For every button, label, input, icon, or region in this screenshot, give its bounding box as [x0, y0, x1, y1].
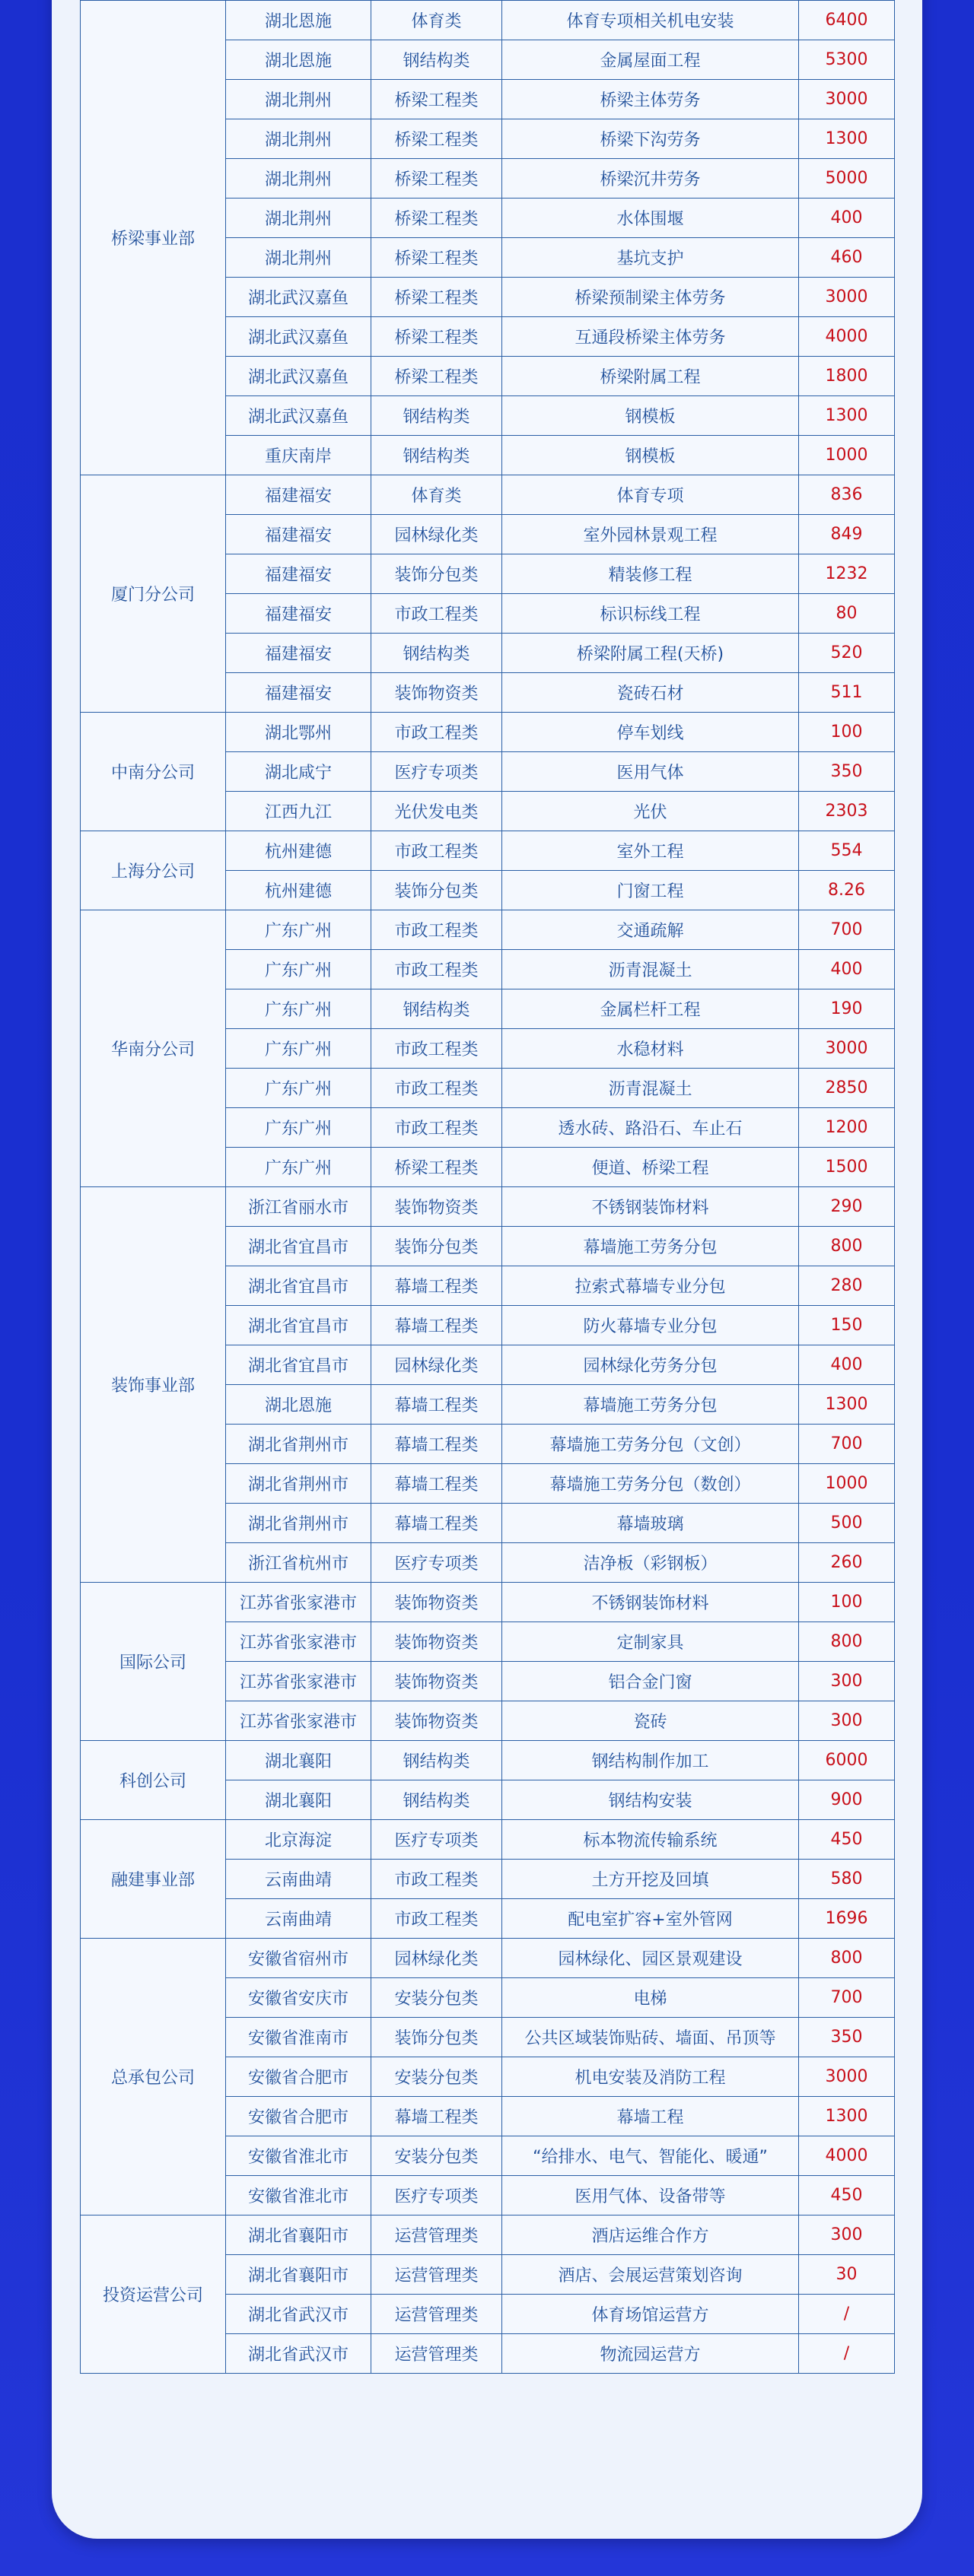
project-cell: 桥梁附属工程 [502, 357, 799, 396]
category-cell: 市政工程类 [371, 1029, 502, 1069]
table-row [81, 1820, 895, 1860]
category-cell: 钢结构类 [371, 40, 502, 80]
category-cell: 装饰物资类 [371, 1187, 502, 1227]
category-cell: 钢结构类 [371, 436, 502, 475]
project-cell: 钢结构制作加工 [502, 1741, 799, 1780]
location-cell: 广东广州 [226, 1029, 371, 1069]
location-cell: 湖北武汉嘉鱼 [226, 396, 371, 436]
amount-cell: 300 [799, 2215, 895, 2255]
category-cell: 装饰分包类 [371, 871, 502, 910]
amount-cell: 100 [799, 713, 895, 752]
category-cell: 市政工程类 [371, 950, 502, 989]
category-cell: 园林绿化类 [371, 1939, 502, 1978]
category-cell: 医疗专项类 [371, 2176, 502, 2215]
department-cell: 总承包公司 [81, 1939, 226, 2215]
amount-cell: 700 [799, 1978, 895, 2018]
amount-cell: 4000 [799, 317, 895, 357]
project-cell: 幕墙工程 [502, 2097, 799, 2136]
amount-cell: 450 [799, 1820, 895, 1860]
location-cell: 湖北荆州 [226, 159, 371, 199]
project-cell: 门窗工程 [502, 871, 799, 910]
project-cell: 园林绿化、园区景观建设 [502, 1939, 799, 1978]
category-cell: 幕墙工程类 [371, 1385, 502, 1425]
category-cell: 桥梁工程类 [371, 278, 502, 317]
location-cell: 湖北恩施 [226, 1385, 371, 1425]
location-cell: 湖北武汉嘉鱼 [226, 317, 371, 357]
location-cell: 湖北咸宁 [226, 752, 371, 792]
amount-cell: 2303 [799, 792, 895, 831]
project-cell: 瓷砖石材 [502, 673, 799, 713]
category-cell: 安装分包类 [371, 1978, 502, 2018]
location-cell: 湖北省宜昌市 [226, 1345, 371, 1385]
category-cell: 医疗专项类 [371, 1543, 502, 1583]
location-cell: 杭州建德 [226, 871, 371, 910]
category-cell: 运营管理类 [371, 2215, 502, 2255]
amount-cell: 1000 [799, 436, 895, 475]
category-cell: 桥梁工程类 [371, 1148, 502, 1187]
amount-cell: 8.26 [799, 871, 895, 910]
category-cell: 装饰物资类 [371, 1583, 502, 1622]
amount-cell: 1300 [799, 2097, 895, 2136]
location-cell: 福建福安 [226, 554, 371, 594]
location-cell: 湖北省荆州市 [226, 1425, 371, 1464]
project-cell: 幕墙施工劳务分包（文创） [502, 1425, 799, 1464]
project-cell: 便道、桥梁工程 [502, 1148, 799, 1187]
location-cell: 福建福安 [226, 673, 371, 713]
location-cell: 湖北省宜昌市 [226, 1306, 371, 1345]
location-cell: 江苏省张家港市 [226, 1583, 371, 1622]
location-cell: 湖北省宜昌市 [226, 1227, 371, 1266]
project-cell: 室外工程 [502, 831, 799, 871]
location-cell: 湖北荆州 [226, 199, 371, 238]
location-cell: 湖北荆州 [226, 80, 371, 119]
amount-cell: 1300 [799, 1385, 895, 1425]
amount-cell: 100 [799, 1583, 895, 1622]
category-cell: 装饰分包类 [371, 2018, 502, 2057]
category-cell: 幕墙工程类 [371, 1306, 502, 1345]
amount-cell: 1500 [799, 1148, 895, 1187]
project-cell: 标本物流传输系统 [502, 1820, 799, 1860]
location-cell: 安徽省宿州市 [226, 1939, 371, 1978]
category-cell: 园林绿化类 [371, 1345, 502, 1385]
location-cell: 安徽省淮北市 [226, 2136, 371, 2176]
amount-cell: 400 [799, 199, 895, 238]
category-cell: 桥梁工程类 [371, 357, 502, 396]
location-cell: 安徽省安庆市 [226, 1978, 371, 2018]
amount-cell: 1300 [799, 396, 895, 436]
amount-cell: 3000 [799, 1029, 895, 1069]
project-cell: 瓷砖 [502, 1701, 799, 1741]
category-cell: 桥梁工程类 [371, 159, 502, 199]
table-row [81, 1, 895, 40]
category-cell: 安装分包类 [371, 2057, 502, 2097]
department-cell: 上海分公司 [81, 831, 226, 910]
category-cell: 装饰物资类 [371, 1701, 502, 1741]
amount-cell: 350 [799, 752, 895, 792]
project-cell: 体育专项 [502, 475, 799, 515]
location-cell: 福建福安 [226, 475, 371, 515]
location-cell: 安徽省合肥市 [226, 2057, 371, 2097]
location-cell: 湖北武汉嘉鱼 [226, 278, 371, 317]
table-row [81, 1939, 895, 1978]
category-cell: 桥梁工程类 [371, 317, 502, 357]
location-cell: 福建福安 [226, 594, 371, 634]
category-cell: 运营管理类 [371, 2334, 502, 2374]
amount-cell: 30 [799, 2255, 895, 2295]
amount-cell: 3000 [799, 278, 895, 317]
amount-cell: 6400 [799, 1, 895, 40]
amount-cell: 150 [799, 1306, 895, 1345]
project-cell: 不锈钢装饰材料 [502, 1187, 799, 1227]
category-cell: 桥梁工程类 [371, 238, 502, 278]
category-cell: 市政工程类 [371, 1108, 502, 1148]
amount-cell: 400 [799, 950, 895, 989]
amount-cell: 260 [799, 1543, 895, 1583]
project-cell: 防火幕墙专业分包 [502, 1306, 799, 1345]
amount-cell: 700 [799, 910, 895, 950]
project-cell: 桥梁沉井劳务 [502, 159, 799, 199]
project-cell: 电梯 [502, 1978, 799, 2018]
project-cell: 园林绿化劳务分包 [502, 1345, 799, 1385]
amount-cell: 511 [799, 673, 895, 713]
category-cell: 装饰物资类 [371, 673, 502, 713]
amount-cell: 290 [799, 1187, 895, 1227]
category-cell: 光伏发电类 [371, 792, 502, 831]
project-cell: 标识标线工程 [502, 594, 799, 634]
category-cell: 市政工程类 [371, 910, 502, 950]
location-cell: 湖北省襄阳市 [226, 2255, 371, 2295]
project-cell: 交通疏解 [502, 910, 799, 950]
category-cell: 装饰分包类 [371, 1227, 502, 1266]
project-cell: 公共区域装饰贴砖、墙面、吊顶等 [502, 2018, 799, 2057]
project-cell: 沥青混凝土 [502, 950, 799, 989]
location-cell: 湖北省荆州市 [226, 1504, 371, 1543]
department-cell: 科创公司 [81, 1741, 226, 1820]
location-cell: 广东广州 [226, 1069, 371, 1108]
location-cell: 湖北武汉嘉鱼 [226, 357, 371, 396]
project-cell: 不锈钢装饰材料 [502, 1583, 799, 1622]
project-cell: 钢结构安装 [502, 1780, 799, 1820]
table-row [81, 475, 895, 515]
table-row [81, 1583, 895, 1622]
category-cell: 园林绿化类 [371, 515, 502, 554]
amount-cell: 450 [799, 2176, 895, 2215]
category-cell: 市政工程类 [371, 831, 502, 871]
project-cell: 桥梁预制梁主体劳务 [502, 278, 799, 317]
department-cell: 投资运营公司 [81, 2215, 226, 2374]
project-cell: 酒店、会展运营策划咨询 [502, 2255, 799, 2295]
amount-cell: 1696 [799, 1899, 895, 1939]
table-row [81, 2215, 895, 2255]
project-cell: 基坑支护 [502, 238, 799, 278]
location-cell: 湖北襄阳 [226, 1780, 371, 1820]
amount-cell: 849 [799, 515, 895, 554]
amount-cell: 800 [799, 1622, 895, 1662]
project-cell: 水稳材料 [502, 1029, 799, 1069]
project-cell: 拉索式幕墙专业分包 [502, 1266, 799, 1306]
project-cell: 物流园运营方 [502, 2334, 799, 2374]
amount-cell: 700 [799, 1425, 895, 1464]
location-cell: 广东广州 [226, 1108, 371, 1148]
category-cell: 医疗专项类 [371, 1820, 502, 1860]
project-cell: 医用气体、设备带等 [502, 2176, 799, 2215]
category-cell: 钢结构类 [371, 396, 502, 436]
amount-cell: 3000 [799, 2057, 895, 2097]
category-cell: 体育类 [371, 1, 502, 40]
location-cell: 江苏省张家港市 [226, 1662, 371, 1701]
amount-cell: 5300 [799, 40, 895, 80]
category-cell: 钢结构类 [371, 1741, 502, 1780]
project-cell: 精装修工程 [502, 554, 799, 594]
category-cell: 幕墙工程类 [371, 2097, 502, 2136]
project-cell: 停车划线 [502, 713, 799, 752]
location-cell: 福建福安 [226, 515, 371, 554]
table-body [81, 1, 895, 2374]
project-cell: 土方开挖及回填 [502, 1860, 799, 1899]
amount-cell: 500 [799, 1504, 895, 1543]
amount-cell: 80 [799, 594, 895, 634]
amount-cell: 400 [799, 1345, 895, 1385]
project-cell: 铝合金门窗 [502, 1662, 799, 1701]
table-row [81, 713, 895, 752]
category-cell: 桥梁工程类 [371, 199, 502, 238]
category-cell: 市政工程类 [371, 594, 502, 634]
location-cell: 湖北鄂州 [226, 713, 371, 752]
category-cell: 钢结构类 [371, 989, 502, 1029]
department-cell: 中南分公司 [81, 713, 226, 831]
location-cell: 重庆南岸 [226, 436, 371, 475]
amount-cell: 190 [799, 989, 895, 1029]
location-cell: 江苏省张家港市 [226, 1701, 371, 1741]
location-cell: 广东广州 [226, 910, 371, 950]
project-cell: 透水砖、路沿石、车止石 [502, 1108, 799, 1148]
location-cell: 安徽省淮南市 [226, 2018, 371, 2057]
project-cell: 金属栏杆工程 [502, 989, 799, 1029]
category-cell: 安装分包类 [371, 2136, 502, 2176]
category-cell: 装饰物资类 [371, 1662, 502, 1701]
amount-cell: 1200 [799, 1108, 895, 1148]
category-cell: 市政工程类 [371, 1860, 502, 1899]
amount-cell: 300 [799, 1662, 895, 1701]
project-cell: 幕墙施工劳务分包（数创） [502, 1464, 799, 1504]
location-cell: 江苏省张家港市 [226, 1622, 371, 1662]
category-cell: 桥梁工程类 [371, 119, 502, 159]
department-cell: 华南分公司 [81, 910, 226, 1187]
category-cell: 体育类 [371, 475, 502, 515]
location-cell: 湖北省襄阳市 [226, 2215, 371, 2255]
department-cell: 国际公司 [81, 1583, 226, 1741]
location-cell: 北京海淀 [226, 1820, 371, 1860]
project-cell: 机电安装及消防工程 [502, 2057, 799, 2097]
amount-cell: 5000 [799, 159, 895, 199]
location-cell: 江西九江 [226, 792, 371, 831]
amount-cell: 1300 [799, 119, 895, 159]
location-cell: 杭州建德 [226, 831, 371, 871]
project-cell: 光伏 [502, 792, 799, 831]
location-cell: 湖北省武汉市 [226, 2295, 371, 2334]
location-cell: 福建福安 [226, 634, 371, 673]
procurement-table [80, 0, 895, 2374]
amount-cell: 460 [799, 238, 895, 278]
category-cell: 市政工程类 [371, 1899, 502, 1939]
category-cell: 幕墙工程类 [371, 1464, 502, 1504]
location-cell: 浙江省杭州市 [226, 1543, 371, 1583]
amount-cell: 2850 [799, 1069, 895, 1108]
location-cell: 湖北荆州 [226, 119, 371, 159]
project-cell: 桥梁下沟劳务 [502, 119, 799, 159]
amount-cell: 350 [799, 2018, 895, 2057]
location-cell: 云南曲靖 [226, 1860, 371, 1899]
location-cell: 湖北襄阳 [226, 1741, 371, 1780]
project-cell: 体育场馆运营方 [502, 2295, 799, 2334]
table-row [81, 1187, 895, 1227]
category-cell: 钢结构类 [371, 1780, 502, 1820]
project-cell: 体育专项相关机电安装 [502, 1, 799, 40]
amount-cell: 3000 [799, 80, 895, 119]
project-cell: 幕墙施工劳务分包 [502, 1227, 799, 1266]
project-cell: 沥青混凝土 [502, 1069, 799, 1108]
category-cell: 钢结构类 [371, 634, 502, 673]
category-cell: 市政工程类 [371, 713, 502, 752]
location-cell: 湖北省宜昌市 [226, 1266, 371, 1306]
location-cell: 广东广州 [226, 1148, 371, 1187]
project-cell: 金属屋面工程 [502, 40, 799, 80]
amount-cell: 800 [799, 1939, 895, 1978]
location-cell: 湖北省武汉市 [226, 2334, 371, 2374]
amount-cell: 520 [799, 634, 895, 673]
location-cell: 广东广州 [226, 950, 371, 989]
project-cell: 幕墙施工劳务分包 [502, 1385, 799, 1425]
category-cell: 运营管理类 [371, 2255, 502, 2295]
project-cell: 定制家具 [502, 1622, 799, 1662]
table-row [81, 1741, 895, 1780]
project-cell: 互通段桥梁主体劳务 [502, 317, 799, 357]
project-cell: 钢模板 [502, 396, 799, 436]
project-cell: 室外园林景观工程 [502, 515, 799, 554]
amount-cell: 1000 [799, 1464, 895, 1504]
amount-cell: 836 [799, 475, 895, 515]
project-cell: 酒店运维合作方 [502, 2215, 799, 2255]
department-cell: 融建事业部 [81, 1820, 226, 1939]
department-cell: 装饰事业部 [81, 1187, 226, 1583]
project-cell: 配电室扩容+室外管网 [502, 1899, 799, 1939]
amount-cell: 1232 [799, 554, 895, 594]
location-cell: 安徽省合肥市 [226, 2097, 371, 2136]
project-cell: 钢模板 [502, 436, 799, 475]
amount-cell: 6000 [799, 1741, 895, 1780]
category-cell: 幕墙工程类 [371, 1425, 502, 1464]
amount-cell: 554 [799, 831, 895, 871]
table-row [81, 910, 895, 950]
location-cell: 浙江省丽水市 [226, 1187, 371, 1227]
category-cell: 桥梁工程类 [371, 80, 502, 119]
project-cell: 洁净板（彩钢板） [502, 1543, 799, 1583]
amount-cell: 800 [799, 1227, 895, 1266]
project-cell: “给排水、电气、智能化、暖通” [502, 2136, 799, 2176]
project-cell: 医用气体 [502, 752, 799, 792]
category-cell: 运营管理类 [371, 2295, 502, 2334]
category-cell: 市政工程类 [371, 1069, 502, 1108]
department-cell: 桥梁事业部 [81, 1, 226, 475]
department-cell: 厦门分公司 [81, 475, 226, 713]
amount-cell: / [799, 2295, 895, 2334]
location-cell: 湖北恩施 [226, 40, 371, 80]
location-cell: 湖北恩施 [226, 1, 371, 40]
project-cell: 水体围堰 [502, 199, 799, 238]
location-cell: 安徽省淮北市 [226, 2176, 371, 2215]
amount-cell: / [799, 2334, 895, 2374]
amount-cell: 900 [799, 1780, 895, 1820]
category-cell: 医疗专项类 [371, 752, 502, 792]
location-cell: 广东广州 [226, 989, 371, 1029]
amount-cell: 300 [799, 1701, 895, 1741]
project-cell: 桥梁附属工程(天桥) [502, 634, 799, 673]
location-cell: 云南曲靖 [226, 1899, 371, 1939]
amount-cell: 1800 [799, 357, 895, 396]
category-cell: 幕墙工程类 [371, 1504, 502, 1543]
project-cell: 桥梁主体劳务 [502, 80, 799, 119]
table-row [81, 831, 895, 871]
amount-cell: 4000 [799, 2136, 895, 2176]
amount-cell: 280 [799, 1266, 895, 1306]
category-cell: 装饰分包类 [371, 554, 502, 594]
category-cell: 幕墙工程类 [371, 1266, 502, 1306]
category-cell: 装饰物资类 [371, 1622, 502, 1662]
location-cell: 湖北省荆州市 [226, 1464, 371, 1504]
amount-cell: 580 [799, 1860, 895, 1899]
project-cell: 幕墙玻璃 [502, 1504, 799, 1543]
location-cell: 湖北荆州 [226, 238, 371, 278]
